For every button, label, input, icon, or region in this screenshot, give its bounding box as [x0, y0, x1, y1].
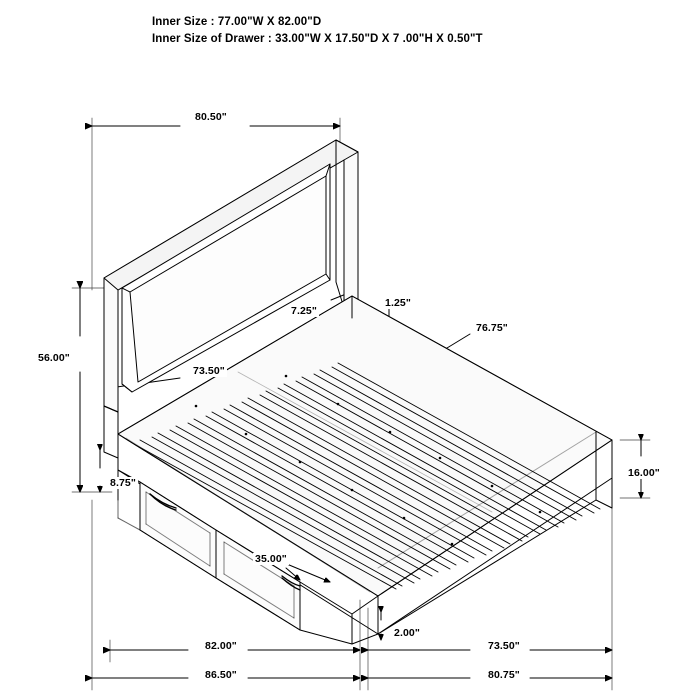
dim-headboard-width: 80.50"	[195, 111, 227, 123]
inner-size-note: Inner Size : 77.00"W X 82.00"D	[152, 16, 322, 28]
dim-rail-height: 8.75"	[110, 477, 136, 489]
dim-overall-width: 80.75"	[488, 669, 520, 681]
dim-overall-height: 56.00"	[38, 352, 70, 364]
dim-rail-thickness: 1.25"	[385, 297, 411, 309]
dim-headboard-panel-inset: 7.25"	[291, 305, 317, 317]
dim-foot-clearance: 2.00"	[394, 627, 420, 639]
dim-footboard-height: 16.00"	[628, 467, 660, 479]
dim-inner-width: 73.50"	[193, 365, 225, 377]
dim-frame-depth: 82.00"	[205, 640, 237, 652]
dim-slat-deck-depth: 76.75"	[476, 322, 508, 334]
inner-drawer-size-note: Inner Size of Drawer : 33.00"W X 17.50"D X 7 .00"H X 0.50"T	[152, 33, 483, 45]
dim-drawer-width: 35.00"	[255, 553, 287, 565]
dim-footboard-width: 73.50"	[488, 640, 520, 652]
dim-overall-depth: 86.50"	[205, 669, 237, 681]
